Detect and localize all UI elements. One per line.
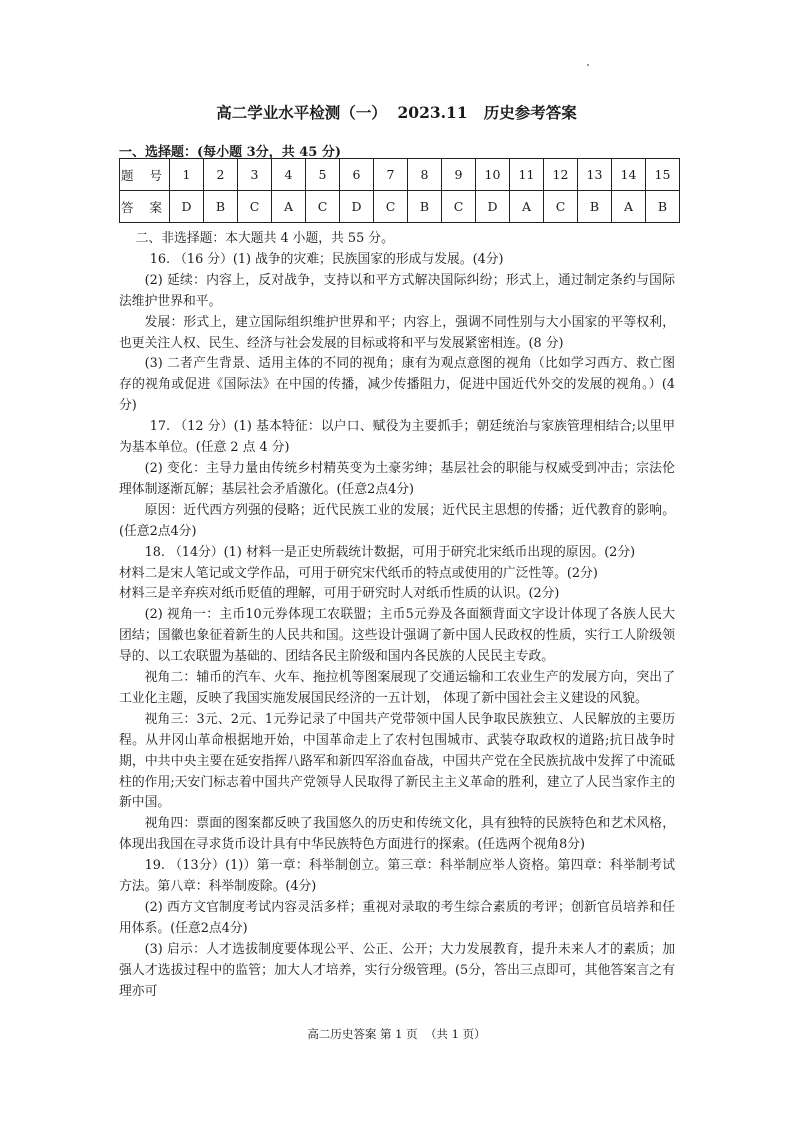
q19-part2: (2) 西方文官制度考试内容灵活多样；重视对录取的考生综合素质的考评；创新官员培养和任用体系。(任意2点4分)	[119, 900, 675, 936]
answer-cell: C	[544, 191, 578, 223]
q-num: 9	[442, 159, 476, 191]
q16-development: 发展：形式上，建立国际组织维护世界和平；内容上，强调不同性别与大小国家的平等权利，也更关注人权、民生、经济与社会发展的目标或将和平与发展紧密相连。(8 分)	[119, 314, 675, 351]
page-title: 高二学业水平检测（一） 2023.11 历史参考答案	[216, 103, 577, 122]
q-num: 15	[646, 159, 680, 191]
q-num: 7	[374, 159, 408, 191]
row-label-number: 题 号	[120, 159, 170, 191]
q18-view4: 视角四：票面的图案都反映了我国悠久的历史和传统文化，具有独特的民族特色和艺术风格，体现出我国在寻求货币设计具有中华民族特色方面进行的探索。(任选两个视角8分)	[119, 816, 675, 853]
q16-part3: (3) 二者产生背景、适用主体的不同的视角；康有为观点意图的视角（比如学习西方、救亡图存的视角或促进《国际法》在中国的传播，减少传播阻力，促进中国近代外交的发展的视角。）(4 分)	[119, 356, 675, 414]
answer-cell: B	[646, 191, 680, 223]
answer-cell: A	[272, 191, 306, 223]
q18-material3: 材料三是辛弃疾对纸币贬值的理解，可用于研究时人对纸币性质的认识。(2分)	[119, 586, 560, 602]
q-num: 14	[612, 159, 646, 191]
scan-speck	[587, 64, 589, 66]
answer-cell: D	[340, 191, 374, 223]
q-num: 8	[408, 159, 442, 191]
q18-material2: 材料二是宋人笔记或文学作品，可用于研究宋代纸币的特点或使用的广泛性等。(2分)	[119, 565, 598, 581]
answer-cell: B	[578, 191, 612, 223]
q17-part1: 17. （12 分）(1) 基本特征：以户口、赋役为主要抓手；朝廷统治与家族管理相结合;以里甲为基本单位。(任意 2 点 4 分)	[119, 419, 675, 456]
q-num: 1	[170, 159, 204, 191]
q-num: 5	[306, 159, 340, 191]
q16-part1: 16. （16 分）(1) 战争的灾难；民族国家的形成与发展。(4分)	[149, 251, 504, 267]
section-heading-choice: 一、选择题：(每小题 3分，共 45 分)	[119, 145, 342, 160]
q-num: 4	[272, 159, 306, 191]
q17-part2: (2) 变化：主导力量由传统乡村精英变为土豪劣绅；基层社会的职能与权威受到冲击；宗法伦理体制逐渐瓦解；基层社会矛盾激化。(任意2点4分)	[119, 460, 675, 497]
q-num: 3	[238, 159, 272, 191]
answer-cell: A	[612, 191, 646, 223]
answer-cell: C	[442, 191, 476, 223]
answer-cell: D	[476, 191, 510, 223]
answer-cell: B	[204, 191, 238, 223]
answer-table	[119, 158, 680, 223]
q18-part1: 18. （14分）(1) 材料一是正史所载统计数据，可用于研究北宋纸币出现的原因。(2分)	[144, 544, 636, 560]
answer-cell: D	[170, 191, 204, 223]
answer-cell: B	[408, 191, 442, 223]
answer-body	[119, 229, 675, 1003]
q-num: 10	[476, 159, 510, 191]
q18-view3: 视角三：3元、2元、1元券记录了中国共产党带领中国人民争取民族独立、人民解放的主要历程。从井冈山革命根据地开始，中国革命走上了农村包围城市、武装夺取政权的道路;抗日战争时期，中共中央主要在延安指挥八路军和新四军浴血奋战，中国共产党在全民族抗战中发挥了中流砥柱的作用;天安门标志着中国共产党领导人民取得了新民主主义革命的胜利，建立了人民当家作主的新中国。	[119, 711, 675, 811]
answer-cell: A	[510, 191, 544, 223]
answer-cell: C	[238, 191, 272, 223]
q17-reasons: 原因：近代西方列强的侵略；近代民族工业的发展；近代民主思想的传播；近代教育的影响。(任意2点4分)	[119, 502, 675, 539]
section-heading-nonchoice: 二、非选择题：本大题共 4 小题，共 55 分。	[135, 231, 394, 246]
answer-cell: C	[374, 191, 408, 223]
answer-row	[120, 191, 680, 223]
answer-cell: C	[306, 191, 340, 223]
q18-view2: 视角二：辅币的汽车、火车、拖拉机等图案展现了交通运输和工农业生产的发展方向，突出了工业化主题，反映了我国实施发展国民经济的一五计划， 体现了新中国社会主义建设的风貌。	[119, 670, 675, 706]
page-footer: 高二历史答案 第 1 页 （共 1 页）	[307, 1027, 486, 1041]
q-num: 6	[340, 159, 374, 191]
q-num: 11	[510, 159, 544, 191]
row-label-answer: 答 案	[120, 191, 170, 223]
q19-part3: (3) 启示：人才选拔制度要体现公平、公正、公开；大力发展教育，提升未来人才的素质；加强人才选拔过程中的监管；加大人才培养，实行分级管理。(5分，答出三点即可，其他答案言之有理亦可	[119, 941, 675, 999]
q19-part1: 19. （13分）(1)）第一章：科举制创立。第三章：科举制应举人资格。第四章：科举制考试方法。第八章：科举制废除。(4分)	[119, 858, 675, 895]
q-num: 2	[204, 159, 238, 191]
question-number-row	[120, 159, 680, 191]
q-num: 13	[578, 159, 612, 191]
q18-view1: (2) 视角一：主币10元券体现工农联盟；主币5元券及各面额背面文字设计体现了各族人民大团结；国徽也象征着新生的人民共和国。这些设计强调了新中国人民政权的性质，实行工人阶级领导的、以工农联盟为基础的、团结各民主阶级和国内各民族的人民民主专政。	[119, 607, 675, 665]
q16-part2: (2) 延续：内容上，反对战争，支持以和平方式解决国际纠纷；形式上，通过制定条约与国际法维护世界和平。	[119, 272, 675, 309]
q-num: 12	[544, 159, 578, 191]
